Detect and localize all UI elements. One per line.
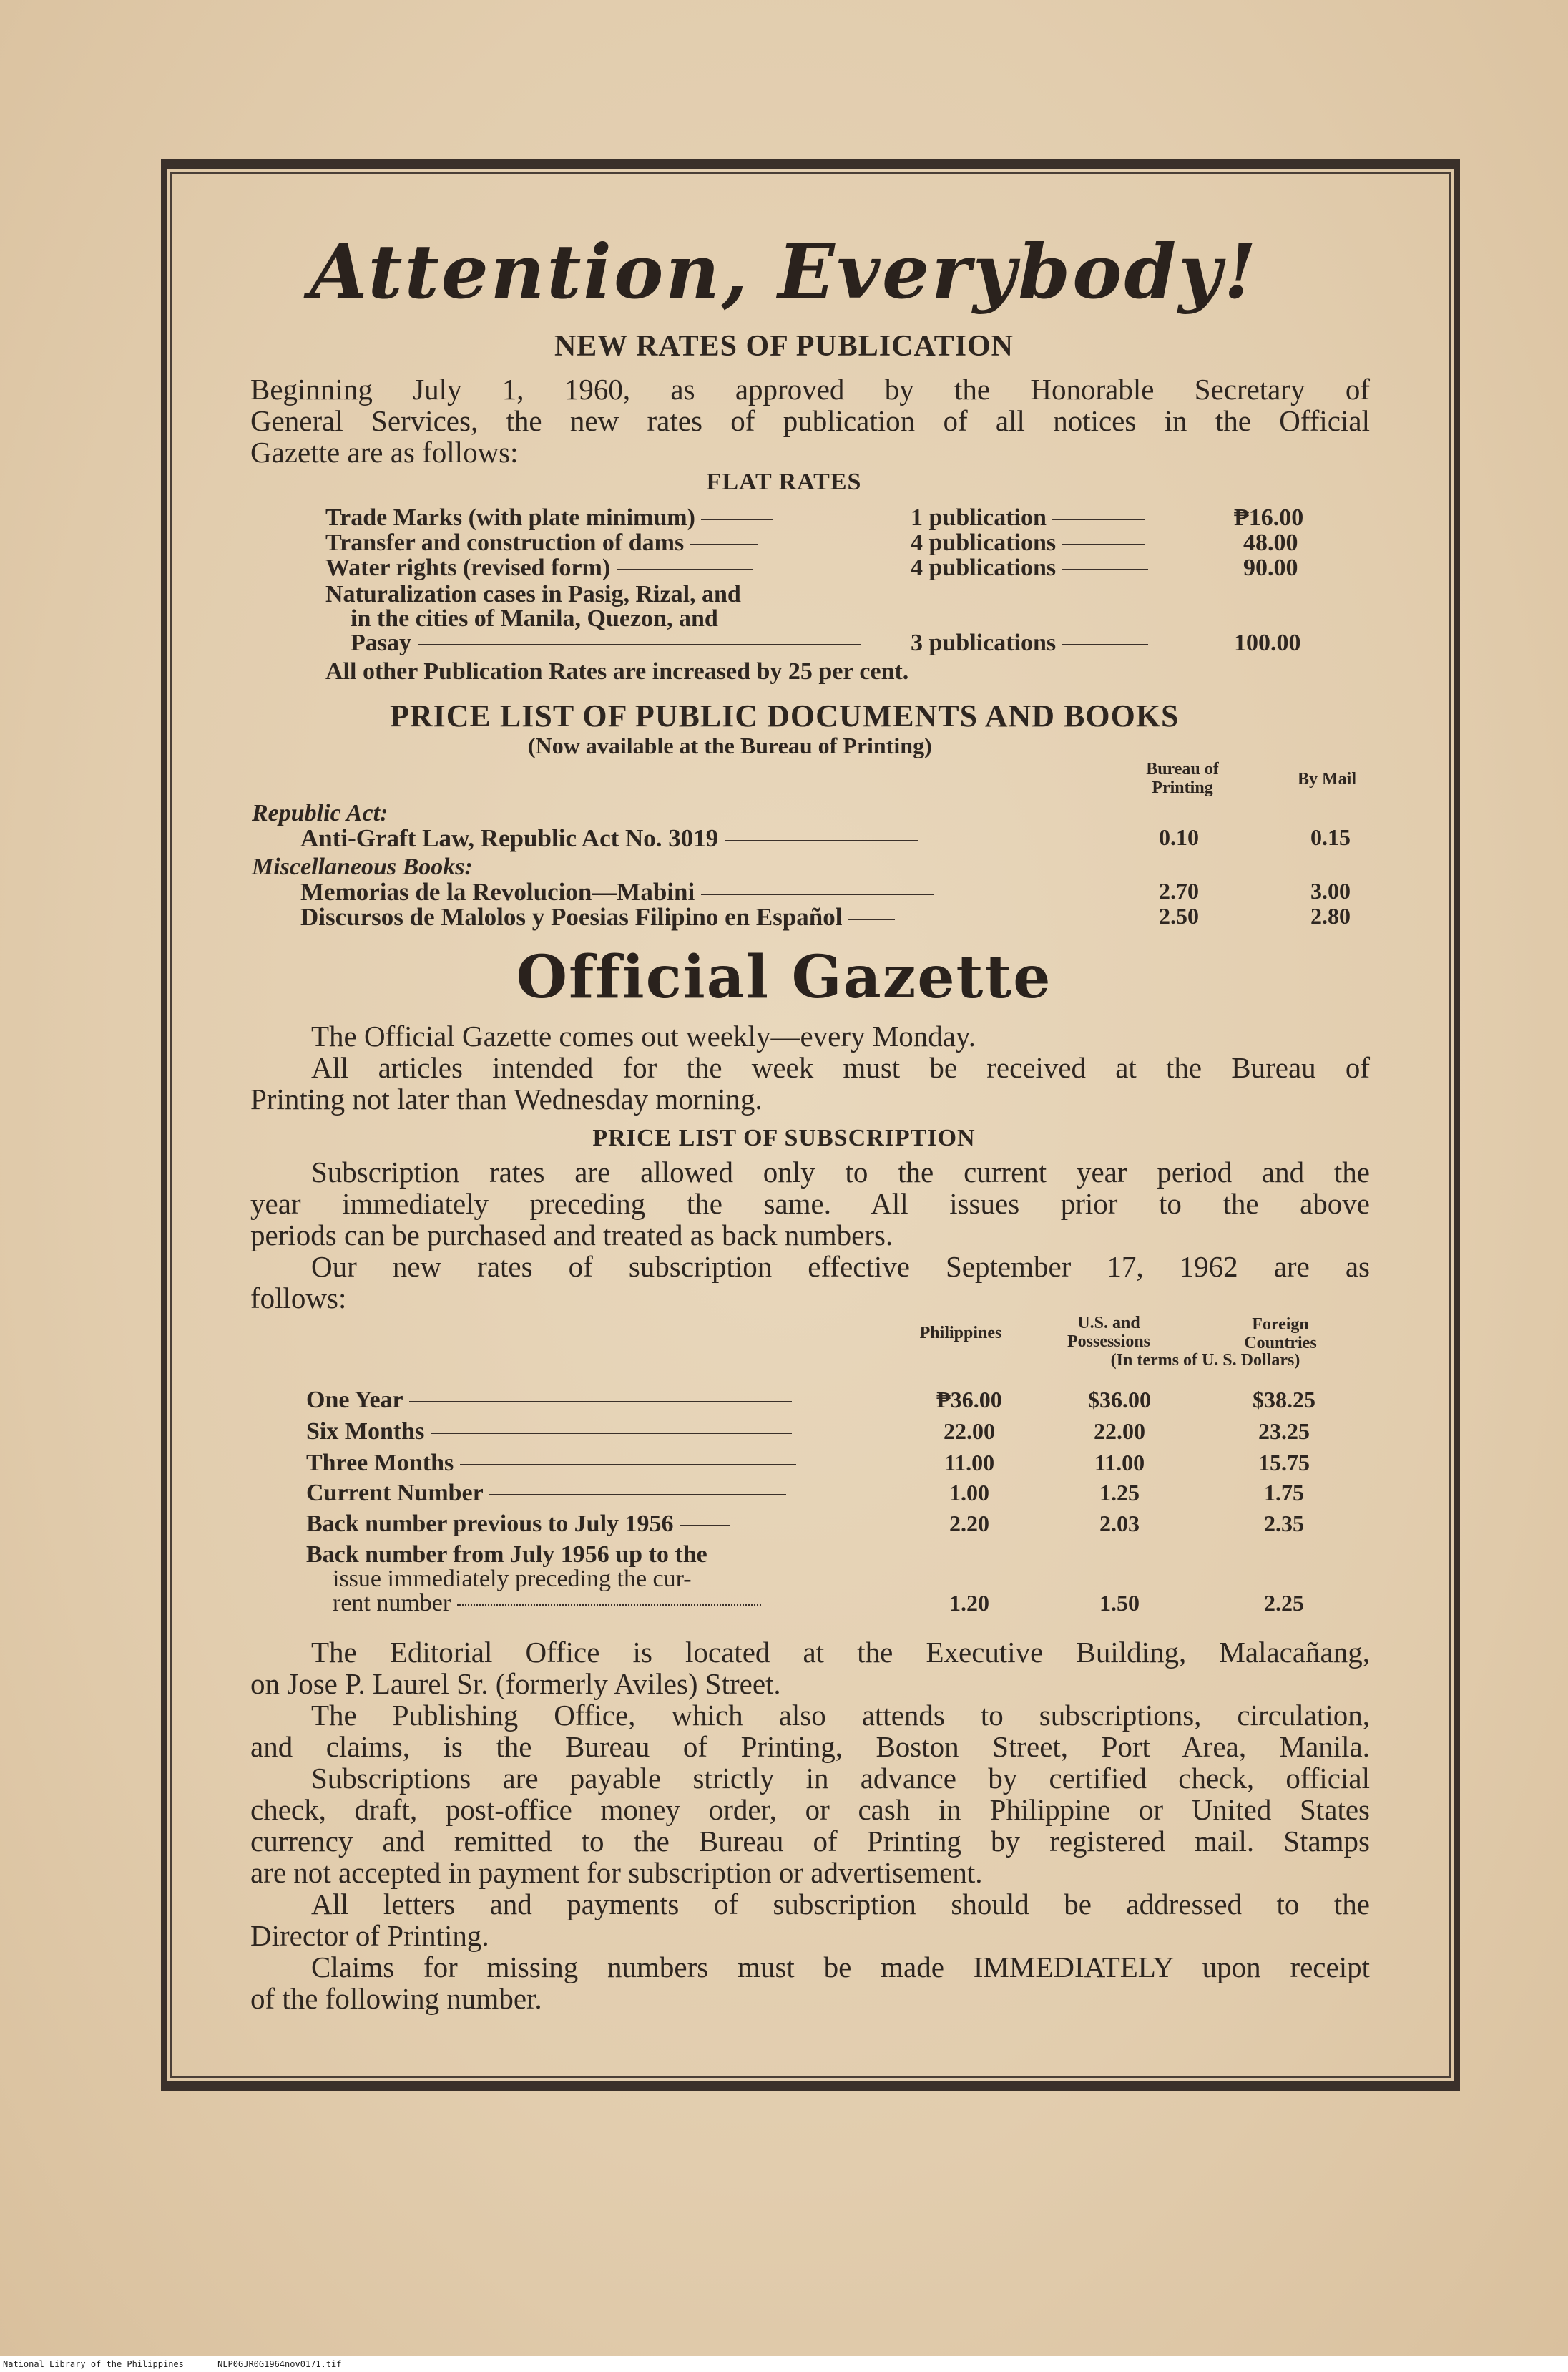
subscription-foreign-price: 23.25 — [1258, 1418, 1310, 1444]
subscription-ph-price: 22.00 — [944, 1418, 995, 1444]
col-us-header: U.S. and Possessions — [1067, 1314, 1151, 1351]
flat-rate-value: ₱16.00 — [1234, 504, 1304, 531]
price-list-heading: PRICE LIST OF PUBLIC DOCUMENTS AND BOOKS — [390, 698, 1180, 733]
publishing-line-2: and claims, is the Bureau of Printing, Boston Street, Port Area, Manila. — [250, 1730, 1370, 1763]
naturalization-line-3: Pasay — [351, 630, 861, 657]
flat-rate-item: Water rights (revised form) — [325, 555, 753, 582]
naturalization-line-1: Naturalization cases in Pasig, Rizal, and — [325, 581, 741, 607]
subscription-foreign-price: 2.35 — [1264, 1510, 1304, 1536]
subscription-ph-price: 1.00 — [949, 1480, 989, 1505]
back-number-us-price: 1.50 — [1099, 1590, 1140, 1616]
rates-note: All other Publication Rates are increased by 25 per cent. — [325, 658, 909, 685]
subscription-ph-price: 11.00 — [944, 1450, 995, 1475]
subscription-row-label: Three Months — [306, 1450, 796, 1477]
doc-item-name: Memorias de la Revolucion—Mabini — [300, 878, 934, 907]
subscription-us-price: $36.00 — [1088, 1387, 1151, 1412]
back-number-line-1: Back number from July 1956 up to the — [306, 1541, 707, 1568]
naturalization-pubs: 3 publications — [911, 630, 1148, 657]
subscription-us-price: 22.00 — [1094, 1418, 1145, 1444]
claims-line-1: Claims for missing numbers must be made IMMEDIATELY upon receipt — [311, 1951, 1370, 1983]
flat-rate-pubs: 1 publication — [911, 504, 1145, 532]
back-number-line-2: issue immediately preceding the cur- — [333, 1566, 692, 1592]
footer-library: National Library of the Philippines — [3, 2359, 184, 2369]
intro-line-2: General Services, the new rates of publication of all notices in the Official — [250, 404, 1370, 437]
subscription-foreign-price: 1.75 — [1264, 1480, 1304, 1505]
subscription-row-label: One Year — [306, 1387, 792, 1414]
flat-rate-value: 90.00 — [1243, 555, 1298, 581]
doc-item-mail-price: 2.80 — [1310, 903, 1351, 929]
naturalization-line-2: in the cities of Manila, Quezon, and — [351, 605, 718, 632]
payment-line-3: currency and remitted to the Bureau of Printing by registered mail. Stamps — [250, 1825, 1370, 1858]
subscription-us-price: 11.00 — [1094, 1450, 1145, 1475]
subscription-text-line-3: periods can be purchased and treated as back numbers. — [250, 1219, 893, 1251]
footer-filename: NLP0GJR0G1964nov0171.tif — [217, 2359, 342, 2369]
scan-footer — [0, 2356, 1568, 2372]
new-rates-line-2: follows: — [250, 1282, 347, 1314]
intro-line-3: Gazette are as follows: — [250, 436, 519, 469]
col-mail-header: By Mail — [1298, 770, 1356, 789]
letters-line-1: All letters and payments of subscription should be addressed to the — [311, 1888, 1370, 1920]
naturalization-rate: 100.00 — [1234, 630, 1301, 656]
flat-rate-item: Transfer and construction of dams — [325, 529, 758, 557]
gazette-weekly-line: The Official Gazette comes out weekly—every Monday. — [311, 1020, 976, 1053]
flat-rate-pubs: 4 publications — [911, 529, 1145, 557]
subscription-row-label: Six Months — [306, 1418, 792, 1445]
subscription-heading: PRICE LIST OF SUBSCRIPTION — [592, 1125, 976, 1151]
doc-item-name: Anti-Graft Law, Republic Act No. 3019 — [300, 824, 918, 853]
col-foreign-header: Foreign Countries — [1244, 1315, 1317, 1352]
col-dollars-note: (In terms of U. S. Dollars) — [1110, 1351, 1300, 1370]
price-list-subheading: (Now available at the Bureau of Printing) — [528, 733, 932, 758]
subscription-ph-price: 2.20 — [949, 1510, 989, 1536]
page-title: Attention, Everybody! — [309, 228, 1259, 316]
subscription-row-label: Current Number — [306, 1480, 786, 1507]
back-number-foreign-price: 2.25 — [1264, 1590, 1304, 1616]
subscription-text-line-2: year immediately preceding the same. All issues prior to the above — [250, 1187, 1370, 1220]
category-republic-act: Republic Act: — [252, 800, 388, 826]
new-rates-heading: NEW RATES OF PUBLICATION — [554, 330, 1014, 363]
gazette-articles-line-1: All articles intended for the week must be received at the Bureau of — [311, 1051, 1370, 1084]
category-misc-books: Miscellaneous Books: — [252, 854, 473, 880]
claims-line-2: of the following number. — [250, 1982, 542, 2015]
doc-item-mail-price: 3.00 — [1310, 878, 1351, 904]
doc-item-name: Discursos de Malolos y Poesias Filipino en Español — [300, 903, 895, 932]
col-bureau-header: Bureau of Printing — [1146, 760, 1219, 797]
doc-item-bureau-price: 0.10 — [1159, 824, 1199, 850]
subscription-ph-price: ₱36.00 — [936, 1387, 1002, 1412]
col-philippines-header: Philippines — [919, 1324, 1002, 1342]
flat-rate-value: 48.00 — [1243, 529, 1298, 556]
flat-rate-item: Trade Marks (with plate minimum) — [325, 504, 773, 532]
subscription-row-label: Back number previous to July 1956 — [306, 1510, 730, 1538]
subscription-us-price: 2.03 — [1099, 1510, 1140, 1536]
subscription-foreign-price: 15.75 — [1258, 1450, 1310, 1475]
flat-rates-heading: FLAT RATES — [706, 469, 862, 495]
back-number-ph-price: 1.20 — [949, 1590, 989, 1616]
new-rates-line-1: Our new rates of subscription effective September 17, 1962 are as — [311, 1250, 1370, 1283]
doc-item-bureau-price: 2.50 — [1159, 903, 1199, 929]
flat-rate-pubs: 4 publications — [911, 555, 1148, 582]
payment-line-1: Subscriptions are payable strictly in advance by certified check, official — [311, 1762, 1370, 1795]
subscription-foreign-price: $38.25 — [1253, 1387, 1315, 1412]
subscription-text-line-1: Subscription rates are allowed only to the current year period and the — [311, 1156, 1370, 1189]
gazette-articles-line-2: Printing not later than Wednesday morning. — [250, 1083, 763, 1116]
letters-line-2: Director of Printing. — [250, 1919, 489, 1952]
payment-line-2: check, draft, post-office money order, or cash in Philippine or United States — [250, 1793, 1370, 1826]
subscription-us-price: 1.25 — [1099, 1480, 1140, 1505]
publishing-line-1: The Publishing Office, which also attends to subscriptions, circulation, — [311, 1699, 1370, 1732]
back-number-line-3: rent number — [333, 1590, 761, 1617]
doc-item-bureau-price: 2.70 — [1159, 878, 1199, 904]
editorial-line-2: on Jose P. Laurel Sr. (formerly Aviles) Street. — [250, 1667, 781, 1700]
payment-line-4: are not accepted in payment for subscription or advertisement. — [250, 1856, 983, 1889]
doc-item-mail-price: 0.15 — [1310, 824, 1351, 850]
gazette-title: Official Gazette — [516, 943, 1052, 1012]
intro-line-1: Beginning July 1, 1960, as approved by the Honorable Secretary of — [250, 373, 1370, 406]
editorial-line-1: The Editorial Office is located at the Executive Building, Malacañang, — [311, 1636, 1370, 1669]
